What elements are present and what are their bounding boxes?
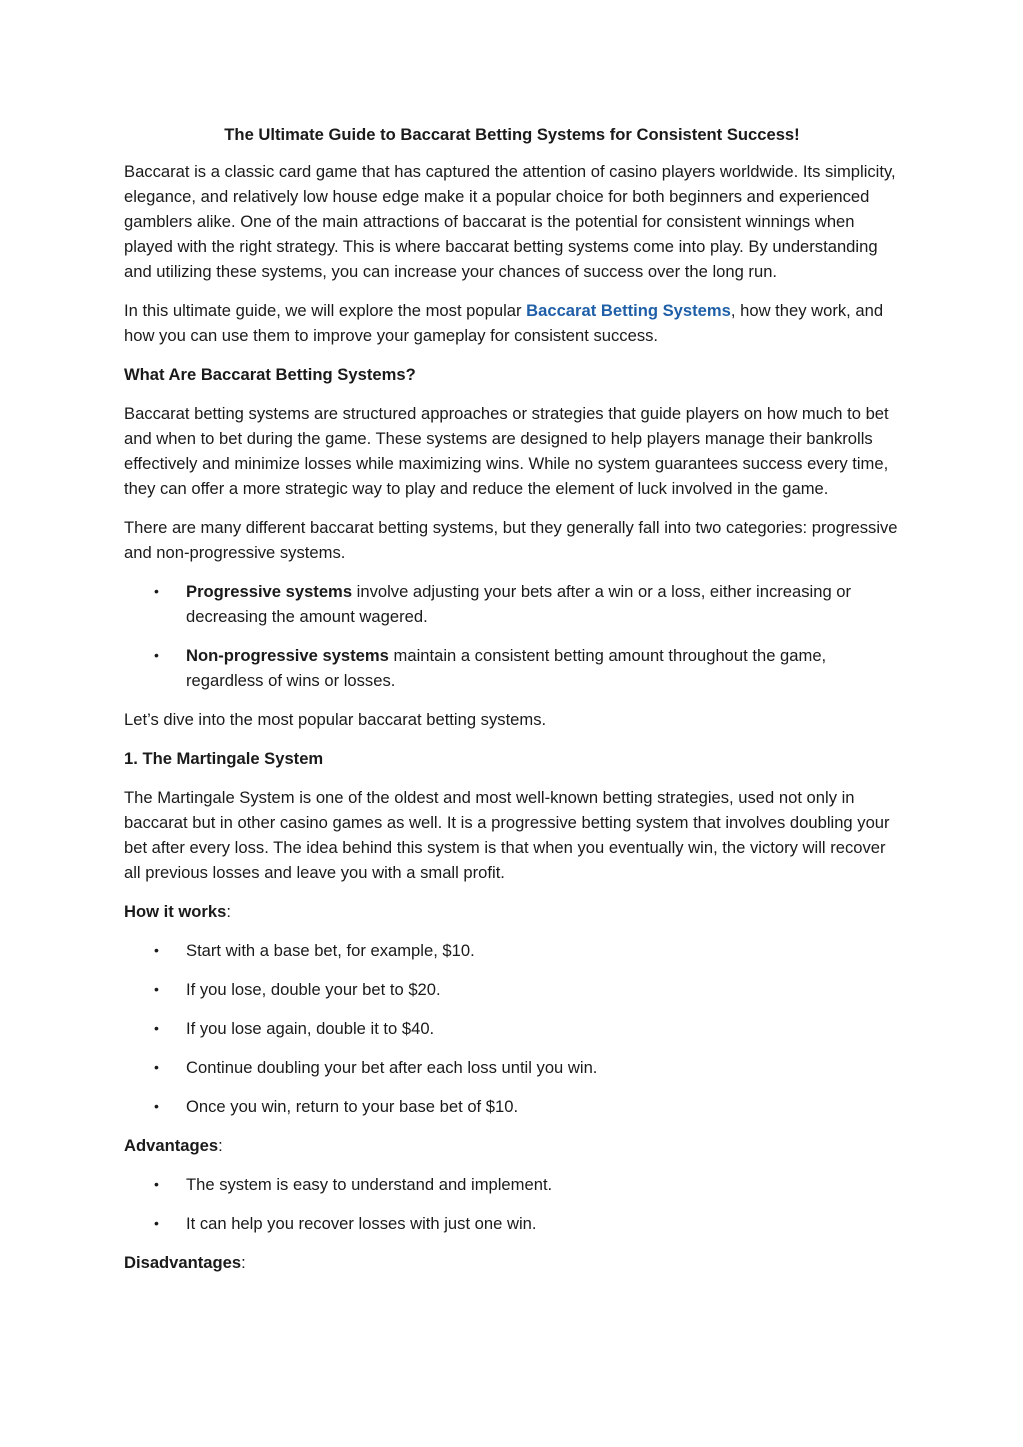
advantages-heading: Advantages	[124, 1136, 219, 1155]
label-colon: :	[226, 902, 231, 921]
step-text: If you lose, double your bet to $20.	[186, 980, 441, 999]
intro-paragraph: Baccarat is a classic card game that has captured the attention of casino players worldwide. Its simplicity, elegance, and relatively low house edge make it a popular choice for both beginners and experienced gamblers alike. One of the main attractions of baccarat is the potential for consistent winnings when played with the right strategy. This is where baccarat betting systems come into play. By understanding and utilizing these systems, you can increase your chances of success over the long run.	[124, 162, 896, 281]
guide-text-after: , how they work, and how you can use them to improve your gameplay for consistent success.	[124, 301, 884, 345]
step-text: Start with a base bet, for example, $10.	[186, 941, 475, 960]
bullet-icon: •	[154, 1059, 159, 1075]
categories-list	[124, 579, 900, 693]
bullet-icon: •	[154, 942, 159, 958]
list-item	[124, 1016, 900, 1041]
step-text: Continue doubling your bet after each loss until you win.	[186, 1058, 598, 1077]
list-item	[124, 977, 900, 1002]
bullet-icon: •	[154, 981, 159, 997]
what-paragraph-1: Baccarat betting systems are structured approaches or strategies that guide players on how much to bet and when to bet during the game. These systems are designed to help players manage their bankrolls effectively and minimize losses while maximizing wins. While no system guarantees success every time, they can offer a more strategic way to play and reduce the element of luck involved in the game.	[124, 404, 889, 498]
list-item	[124, 1211, 900, 1236]
advantages-list	[124, 1172, 900, 1236]
list-item	[124, 643, 900, 693]
advantage-text: It can help you recover losses with just one win.	[186, 1214, 537, 1233]
how-it-works-label	[124, 899, 900, 924]
section-heading-what: What Are Baccarat Betting Systems?	[124, 365, 416, 384]
bullet-icon: •	[154, 1098, 159, 1114]
category-text: involve adjusting your bets after a win or a loss, either increasing or decreasing the amount wagered.	[186, 582, 852, 626]
category-term: Progressive systems	[186, 582, 353, 601]
martingale-paragraph: The Martingale System is one of the oldest and most well-known betting strategies, used not only in baccarat but in other casino games as well. It is a progressive betting system that involves doubling your bet after every loss. The idea behind this system is that when you eventually win, the victory will recover all previous losses and leave you with a small profit.	[124, 788, 890, 882]
section-heading-martingale: 1. The Martingale System	[124, 749, 324, 768]
bullet-icon: •	[154, 1020, 159, 1036]
what-paragraph-2: There are many different baccarat betting systems, but they generally fall into two categories: progressive and non-progressive systems.	[124, 518, 898, 562]
list-item	[124, 1094, 900, 1119]
advantage-text: The system is easy to understand and implement.	[186, 1175, 553, 1194]
how-it-works-heading: How it works	[124, 902, 227, 921]
disadvantages-heading: Disadvantages	[124, 1253, 242, 1272]
guide-paragraph	[124, 298, 900, 348]
category-text: maintain a consistent betting amount throughout the game, regardless of wins or losses.	[186, 646, 827, 690]
document-page	[124, 122, 900, 1289]
bullet-icon: •	[154, 647, 159, 663]
transition-paragraph: Let’s dive into the most popular baccarat betting systems.	[124, 710, 547, 729]
step-text: Once you win, return to your base bet of $10.	[186, 1097, 519, 1116]
label-colon: :	[218, 1136, 223, 1155]
bullet-icon: •	[154, 1215, 159, 1231]
baccarat-betting-systems-link[interactable]: Baccarat Betting Systems	[526, 301, 731, 320]
bullet-icon: •	[154, 583, 159, 599]
list-item	[124, 938, 900, 963]
guide-text-before: In this ultimate guide, we will explore the most popular	[124, 301, 527, 320]
bullet-icon: •	[154, 1176, 159, 1192]
step-text: If you lose again, double it to $40.	[186, 1019, 435, 1038]
label-colon: :	[241, 1253, 246, 1272]
advantages-label	[124, 1133, 900, 1158]
disadvantages-label	[124, 1250, 900, 1275]
list-item	[124, 579, 900, 629]
list-item	[124, 1172, 900, 1197]
how-steps-list	[124, 938, 900, 1119]
category-term: Non-progressive systems	[186, 646, 389, 665]
document-title: The Ultimate Guide to Baccarat Betting Systems for Consistent Success!	[224, 125, 800, 144]
list-item	[124, 1055, 900, 1080]
